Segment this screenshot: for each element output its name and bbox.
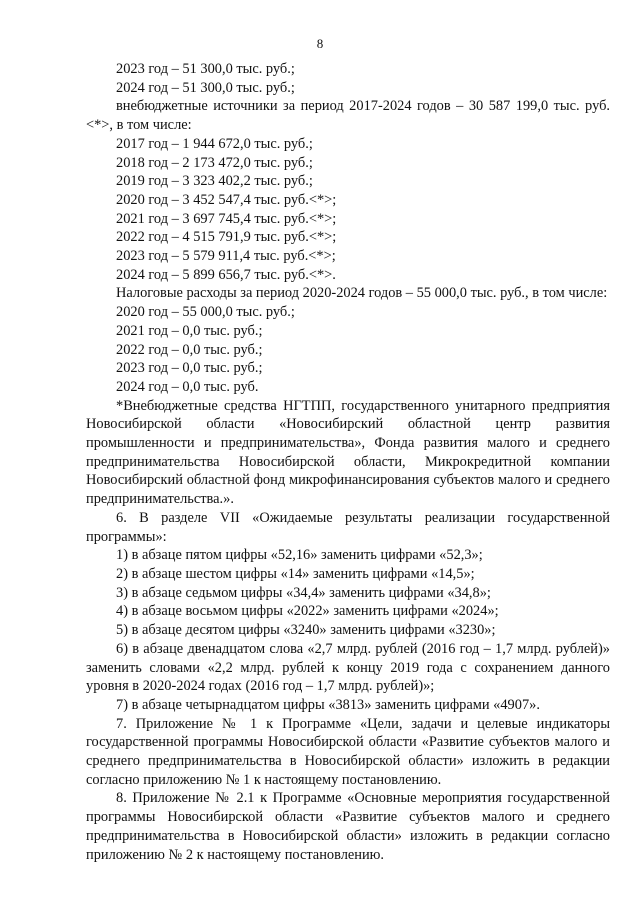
item-6-sub: 3) в абзаце седьмом цифры «34,4» заменить цифрами «34,8»; xyxy=(116,584,491,601)
extrabudget-line: 2022 год – 4 515 791,9 тыс. руб.<*>; xyxy=(116,229,337,246)
item-6-sub: 6) в абзаце двенадцатом слова «2,7 млрд. рублей (2016 год – 1,7 млрд. рублей)» заменить словами «2,2 млрд. рублей к концу 2019 года с сохранением данного уровня в 2020-2024 годах (2016 год – 1,7 млрд. рублей)»; xyxy=(86,640,610,695)
extrabudget-line: 2021 год – 3 697 745,4 тыс. руб.<*>; xyxy=(116,210,337,227)
extrabudget-line: 2020 год – 3 452 547,4 тыс. руб.<*>; xyxy=(116,191,337,208)
tax-line: 2020 год – 55 000,0 тыс. руб.; xyxy=(116,304,295,321)
tax-line: 2023 год – 0,0 тыс. руб.; xyxy=(116,360,263,377)
tax-line: 2024 год – 0,0 тыс. руб. xyxy=(116,378,259,395)
tax-line: 2022 год – 0,0 тыс. руб.; xyxy=(116,341,263,358)
item-6-sub: 1) в абзаце пятом цифры «52,16» заменить цифрами «52,3»; xyxy=(116,547,483,564)
budget-line: 2023 год – 51 300,0 тыс. руб.; xyxy=(116,61,295,77)
extrabudget-line: 2017 год – 1 944 672,0 тыс. руб.; xyxy=(116,135,313,152)
tax-intro: Налоговые расходы за период 2020-2024 годов – 55 000,0 тыс. руб., в том числе: xyxy=(116,285,608,302)
extrabudget-line: 2023 год – 5 579 911,4 тыс. руб.<*>; xyxy=(116,248,336,265)
extrabudget-intro: внебюджетные источники за период 2017-2024 годов – 30 587 199,0 тыс. руб. <*>, в том числе: xyxy=(86,98,610,134)
extrabudget-line: 2019 год – 3 323 402,2 тыс. руб.; xyxy=(116,173,313,190)
extrabudget-line: 2024 год – 5 899 656,7 тыс. руб.<*>. xyxy=(116,266,336,283)
budget-line: 2024 год – 51 300,0 тыс. руб.; xyxy=(116,79,295,96)
item-6-intro: 6. В разделе VII «Ожидаемые результаты реализации государственной программы»: xyxy=(86,509,610,545)
item-6-sub: 2) в абзаце шестом цифры «14» заменить цифрами «14,5»; xyxy=(116,565,475,582)
item-6-sub: 7) в абзаце четырнадцатом цифры «3813» заменить цифрами «4907». xyxy=(116,696,540,713)
item-6-sub: 4) в абзаце восьмом цифры «2022» заменить цифрами «2024»; xyxy=(116,603,499,620)
item-6-sub: 5) в абзаце десятом цифры «3240» заменить цифрами «3230»; xyxy=(116,622,496,639)
item-8: 8. Приложение № 2.1 к Программе «Основные мероприятия государственной программы Новосибирской области «Развитие субъектов малого и среднего предпринимательства в Новосибирской области» изложить в редакции согласно приложению № 2 к настоящему постановлению. xyxy=(86,790,610,863)
item-7: 7. Приложение № 1 к Программе «Цели, задачи и целевые индикаторы государственной программы Новосибирской области «Развитие субъектов малого и среднего предпринимательства в Новосибирской области» изложить в редакции согласно приложению № 1 к настоящему постановлению. xyxy=(86,715,610,788)
extrabudget-line: 2018 год – 2 173 472,0 тыс. руб.; xyxy=(116,154,313,171)
document-body xyxy=(86,60,610,864)
tax-line: 2021 год – 0,0 тыс. руб.; xyxy=(116,322,263,339)
footnote: *Внебюджетные средства НГТПП, государственного унитарного предприятия Новосибирской области «Новосибирский областной центр развития промышленности и предпринимательства», Фонда развития малого и среднего предпринимательства Новосибирской области, Микрокредитной компании Новосибирский областной фонд микрофинансирования субъектов малого и среднего предпринимательства.». xyxy=(86,397,610,508)
page-number: 8 xyxy=(316,36,324,51)
